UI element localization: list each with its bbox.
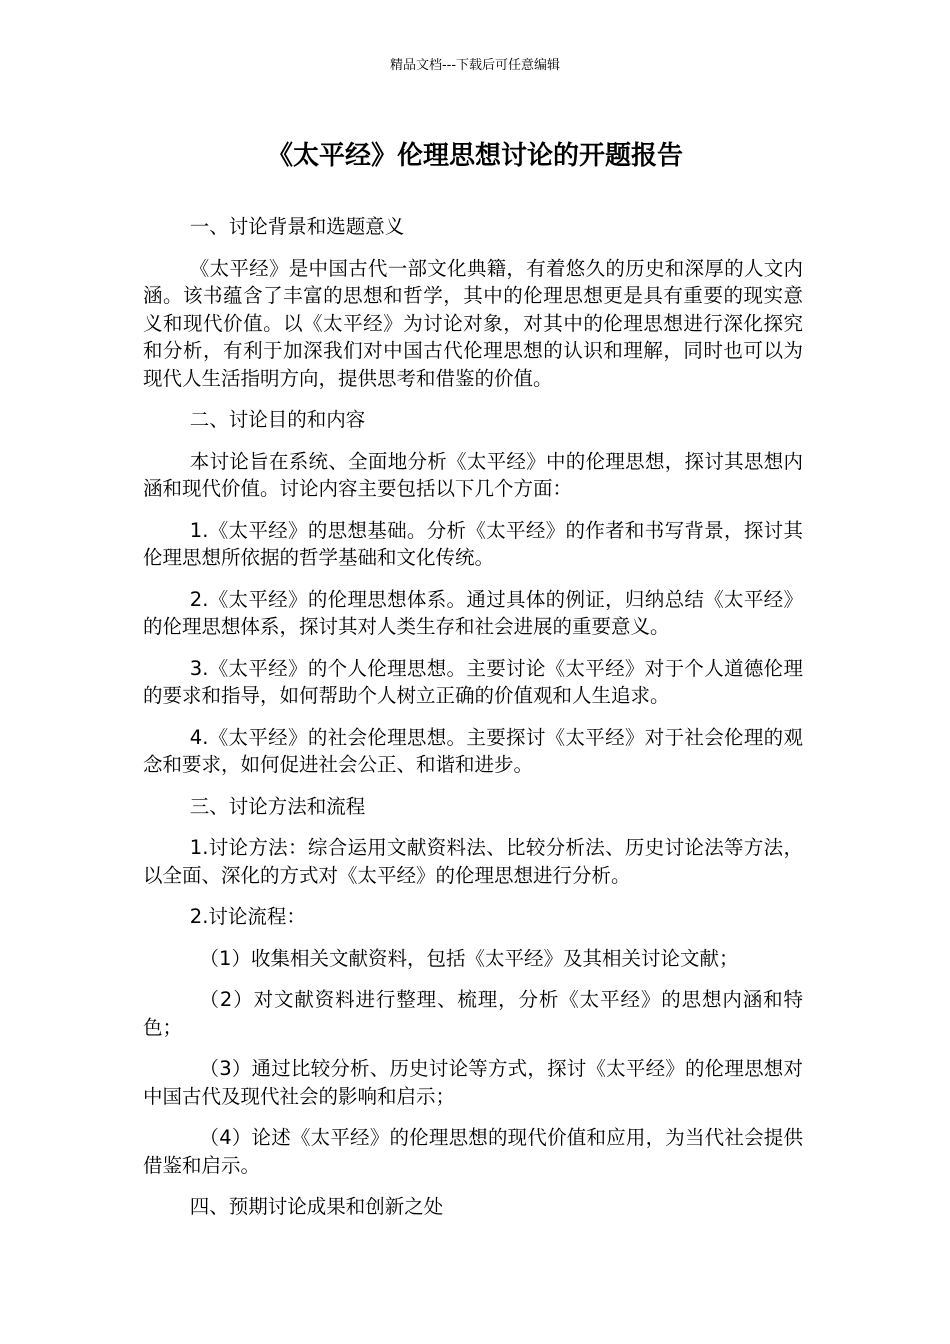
- process-step-3: （3）通过比较分析、历史讨论等方式，探讨《太平经》的伦理思想对中国古代及现代社会的影响和启示；: [143, 1057, 803, 1108]
- list-item-3: 3.《太平经》的个人伦理思想。主要讨论《太平经》对于个人道德伦理的要求和指导，如何帮助个人树立正确的价值观和人生追求。: [143, 656, 803, 707]
- process-step-4: （4）论述《太平经》的伦理思想的现代价值和应用，为当代社会提供借鉴和启示。: [143, 1126, 803, 1177]
- header-watermark: 精品文档---下载后可任意编辑: [389, 58, 561, 73]
- section-heading-1: 一、讨论背景和选题意义: [189, 215, 405, 238]
- paragraph-process: 2.讨论流程：: [189, 905, 306, 928]
- list-item-4: 4.《太平经》的社会伦理思想。主要探讨《太平经》对于社会伦理的观念和要求，如何促进社会公正、和谐和进步。: [143, 725, 803, 776]
- section-heading-2: 二、讨论目的和内容: [189, 408, 366, 431]
- paragraph-method: 1.讨论方法：综合运用文献资料法、比较分析法、历史讨论法等方法，以全面、深化的方式对《太平经》的伦理思想进行分析。: [143, 836, 803, 887]
- document-title: 《太平经》伦理思想讨论的开题报告: [266, 141, 683, 171]
- list-item-2: 2.《太平经》的伦理思想体系。通过具体的例证，归纳总结《太平经》的伦理思想体系，探讨其对人类生存和社会进展的重要意义。: [143, 587, 803, 638]
- process-step-1: （1）收集相关文献资料，包括《太平经》及其相关讨论文献；: [199, 946, 739, 970]
- paragraph-purpose: 本讨论旨在系统、全面地分析《太平经》中的伦理思想，探讨其思想内涵和现代价值。讨论内容主要包括以下几个方面：: [143, 449, 803, 500]
- document-body: [143, 213, 803, 1221]
- section-heading-4: 四、预期讨论成果和创新之处: [189, 1195, 444, 1218]
- list-item-1: 1.《太平经》的思想基础。分析《太平经》的作者和书写背景，探讨其伦理思想所依据的哲学基础和文化传统。: [143, 518, 803, 569]
- process-step-2: （2）对文献资料进行整理、梳理，分析《太平经》的思想内涵和特色；: [143, 988, 803, 1039]
- section-heading-3: 三、讨论方法和流程: [189, 794, 366, 818]
- paragraph-background: 《太平经》是中国古代一部文化典籍，有着悠久的历史和深厚的人文内涵。该书蕴含了丰富的思想和哲学，其中的伦理思想更是具有重要的现实意义和现代价值。以《太平经》为讨论对象，对其中的伦理思想进行深化探究和分析，有利于加深我们对中国古代伦理思想的认识和理解，同时也可以为现代人生活指明方向，提供思考和借鉴的价值。: [143, 256, 803, 390]
